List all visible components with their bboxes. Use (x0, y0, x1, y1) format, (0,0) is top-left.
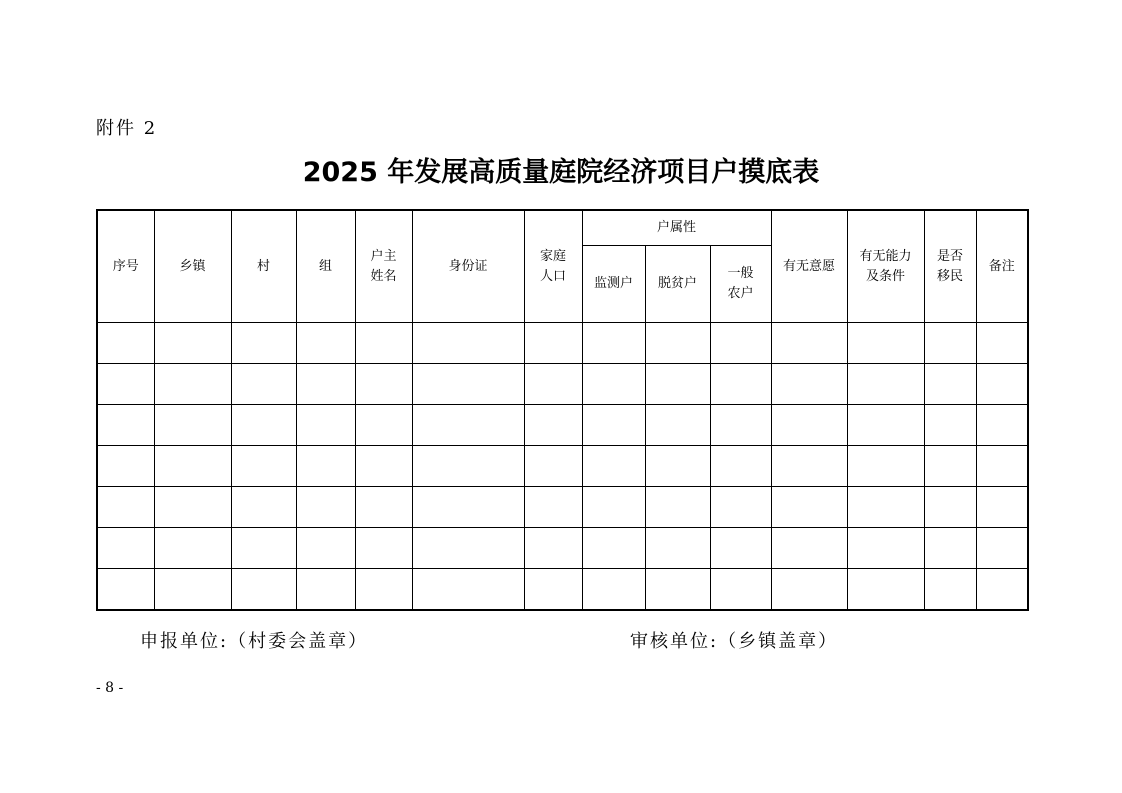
table-row (97, 569, 1028, 611)
table-row (97, 405, 1028, 446)
table-cell (645, 569, 710, 611)
table-cell (231, 405, 296, 446)
table-cell (976, 323, 1028, 364)
header-village: 村 (231, 210, 296, 323)
footer-reviewer-unit: 审核单位:（乡镇盖章） (630, 631, 839, 652)
table-cell (524, 405, 582, 446)
table-cell (412, 528, 524, 569)
table-cell (771, 364, 847, 405)
header-willing: 有无意愿 (771, 210, 847, 323)
header-head-name: 户主 姓名 (355, 210, 412, 323)
table-cell (847, 323, 924, 364)
table-cell (710, 364, 771, 405)
table-cell (154, 569, 231, 611)
header-household-pop: 家庭 人口 (524, 210, 582, 323)
table-cell (976, 446, 1028, 487)
table-row (97, 487, 1028, 528)
table-cell (710, 405, 771, 446)
table-cell (296, 405, 355, 446)
table-cell (154, 446, 231, 487)
table-cell (710, 323, 771, 364)
table-cell (847, 405, 924, 446)
table-cell (355, 569, 412, 611)
table-cell (924, 364, 976, 405)
table-cell (154, 323, 231, 364)
header-ordinary: 一般 农户 (710, 246, 771, 323)
header-attribute: 户属性 (582, 210, 771, 246)
table-cell (976, 364, 1028, 405)
table-cell (976, 405, 1028, 446)
table-cell (296, 528, 355, 569)
table-cell (154, 528, 231, 569)
table-cell (231, 323, 296, 364)
table-cell (924, 569, 976, 611)
table-cell (710, 487, 771, 528)
header-township: 乡镇 (154, 210, 231, 323)
footer-applicant-unit: 申报单位:（村委会盖章） (140, 631, 369, 652)
table-row (97, 364, 1028, 405)
table-cell (154, 487, 231, 528)
table-cell (645, 487, 710, 528)
table-cell (97, 528, 154, 569)
table-cell (97, 364, 154, 405)
table-cell (231, 528, 296, 569)
table-cell (524, 446, 582, 487)
header-remarks: 备注 (976, 210, 1028, 323)
table-cell (97, 323, 154, 364)
table-cell (355, 405, 412, 446)
table-cell (524, 569, 582, 611)
table-cell (847, 487, 924, 528)
table-cell (847, 364, 924, 405)
survey-table (96, 209, 1029, 611)
table-cell (412, 364, 524, 405)
table-cell (582, 528, 645, 569)
table-cell (355, 446, 412, 487)
table-cell (710, 528, 771, 569)
attachment-label: 附件 2 (96, 118, 158, 139)
table-cell (296, 569, 355, 611)
table-cell (154, 405, 231, 446)
table-cell (97, 569, 154, 611)
table-cell (645, 364, 710, 405)
header-seq: 序号 (97, 210, 154, 323)
header-id-card: 身份证 (412, 210, 524, 323)
table-cell (582, 487, 645, 528)
header-capability: 有无能力 及条件 (847, 210, 924, 323)
table-cell (296, 487, 355, 528)
table-cell (976, 569, 1028, 611)
table-cell (710, 446, 771, 487)
table-cell (582, 323, 645, 364)
table-cell (582, 405, 645, 446)
table-cell (412, 323, 524, 364)
table-cell (231, 487, 296, 528)
table-cell (771, 487, 847, 528)
table-cell (976, 528, 1028, 569)
table-cell (296, 364, 355, 405)
table-cell (231, 569, 296, 611)
table-cell (582, 569, 645, 611)
table-cell (524, 487, 582, 528)
table-cell (924, 446, 976, 487)
table-cell (97, 487, 154, 528)
table-cell (976, 487, 1028, 528)
table-cell (355, 323, 412, 364)
table-cell (412, 405, 524, 446)
header-relocated: 是否 移民 (924, 210, 976, 323)
table-cell (355, 487, 412, 528)
table-cell (582, 446, 645, 487)
table-cell (645, 446, 710, 487)
table-cell (412, 446, 524, 487)
header-group: 组 (296, 210, 355, 323)
table-cell (524, 323, 582, 364)
table-cell (645, 528, 710, 569)
header-monitored: 监测户 (582, 246, 645, 323)
header-poverty-exit: 脱贫户 (645, 246, 710, 323)
table-cell (771, 405, 847, 446)
page-title: 2025 年发展高质量庭院经济项目户摸底表 (302, 157, 820, 188)
table-cell (524, 364, 582, 405)
table-cell (771, 528, 847, 569)
table-row (97, 323, 1028, 364)
table-row (97, 446, 1028, 487)
table-cell (524, 528, 582, 569)
table-cell (924, 323, 976, 364)
table-cell (924, 487, 976, 528)
table-cell (710, 569, 771, 611)
table-cell (582, 364, 645, 405)
table-cell (296, 446, 355, 487)
table-cell (645, 323, 710, 364)
table-cell (771, 446, 847, 487)
table-cell (847, 569, 924, 611)
page-number: - 8 - (96, 680, 124, 696)
table-cell (847, 528, 924, 569)
table-cell (97, 446, 154, 487)
table-cell (97, 405, 154, 446)
table-cell (645, 405, 710, 446)
table-cell (296, 323, 355, 364)
table-cell (771, 569, 847, 611)
table-cell (355, 364, 412, 405)
table-cell (355, 528, 412, 569)
table-cell (771, 323, 847, 364)
table-cell (847, 446, 924, 487)
table-cell (412, 569, 524, 611)
table-cell (924, 405, 976, 446)
table-cell (412, 487, 524, 528)
table-cell (231, 446, 296, 487)
table-cell (231, 364, 296, 405)
table-cell (154, 364, 231, 405)
table-row (97, 528, 1028, 569)
table-cell (924, 528, 976, 569)
